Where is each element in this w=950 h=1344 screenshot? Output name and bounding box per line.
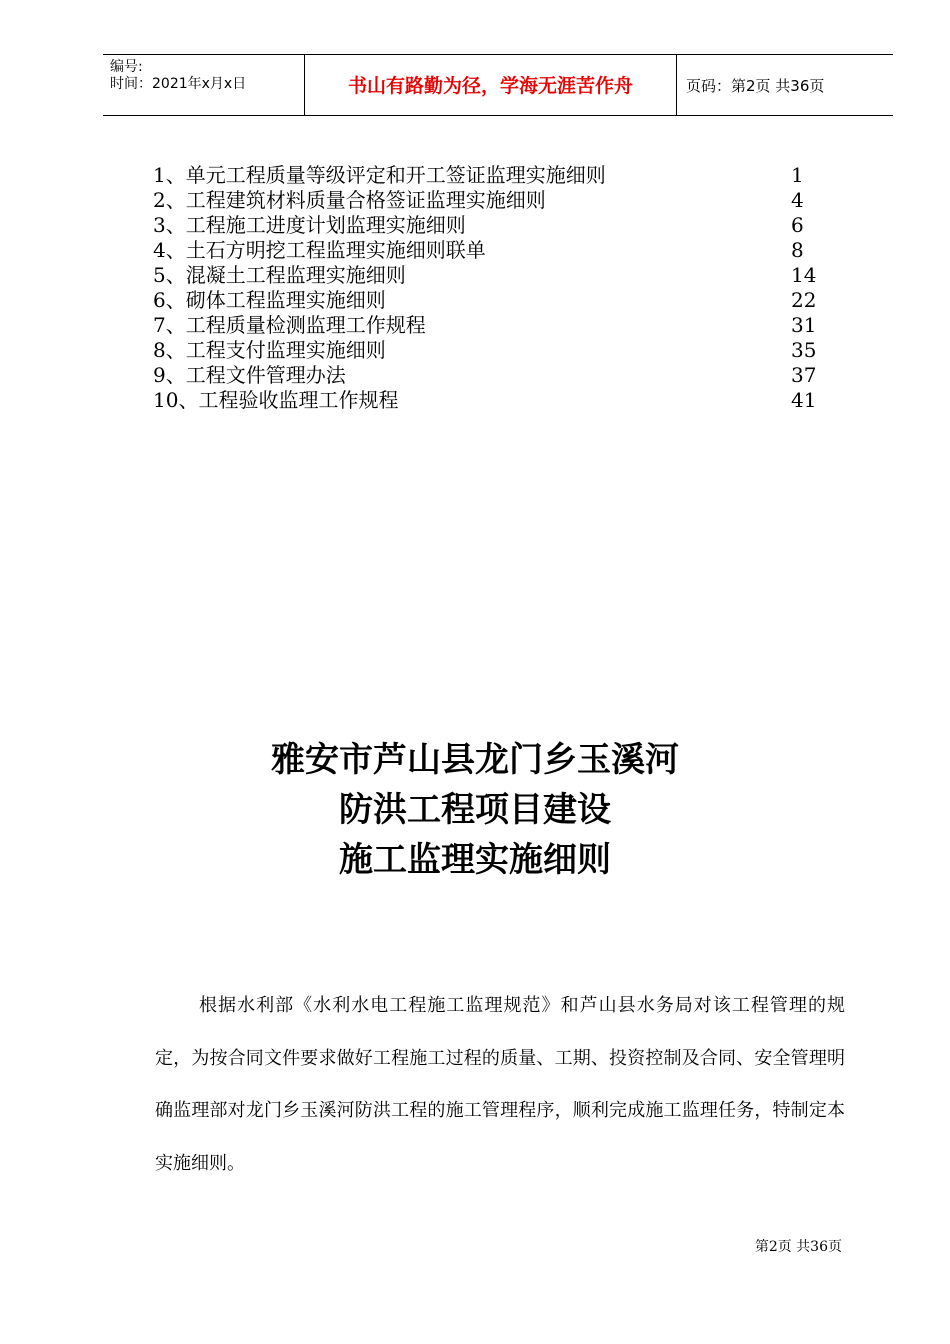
toc-entry[interactable]	[153, 363, 818, 388]
toc-entry[interactable]	[153, 338, 818, 363]
document-title-line-3: 施工监理实施细则	[339, 840, 611, 880]
body-paragraph: 根据水利部《水利水电工程施工监理规范》和芦山县水务局对该工程管理的规定，为按合同文件要求做好工程施工过程的质量、工期、投资控制及合同、安全管理明确监理部对龙门乡玉溪河防洪工程的施工管理程序，顺利完成施工监理任务，特制定本实施细则。	[155, 995, 845, 1174]
toc-entry-label: 4、土石方明挖工程监理实施细则联单	[153, 238, 486, 262]
page-header	[103, 54, 893, 116]
toc-entry[interactable]	[153, 213, 818, 238]
toc-entry-label: 3、工程施工进度计划监理实施细则	[153, 213, 466, 237]
toc-entry-label: 9、工程文件管理办法	[153, 363, 346, 387]
toc-entry-label: 10、工程验收监理工作规程	[153, 388, 399, 412]
toc-entry[interactable]	[153, 163, 818, 188]
toc-entry-page: 4	[791, 188, 804, 212]
toc-entry-page: 22	[791, 288, 817, 312]
toc-entry-label: 2、工程建筑材料质量合格签证监理实施细则	[153, 188, 546, 212]
toc-entry-page: 35	[791, 338, 817, 362]
document-title-line-2: 防洪工程项目建设	[339, 790, 611, 830]
toc-entry[interactable]	[153, 388, 818, 413]
header-divider	[676, 55, 677, 115]
toc-entry-label: 8、工程支付监理实施细则	[153, 338, 386, 362]
toc-entry[interactable]	[153, 288, 818, 313]
toc-entry-label: 5、混凝土工程监理实施细则	[153, 263, 406, 287]
toc-entry-label: 1、单元工程质量等级评定和开工签证监理实施细则	[153, 163, 606, 187]
toc-entry-page: 37	[791, 363, 817, 387]
toc-entry-page: 41	[791, 388, 817, 412]
toc-entry-label: 7、工程质量检测监理工作规程	[153, 313, 426, 337]
toc-entry[interactable]	[153, 238, 818, 263]
toc-entry[interactable]	[153, 188, 818, 213]
document-title	[0, 735, 950, 885]
toc-entry[interactable]	[153, 263, 818, 288]
toc-entry[interactable]	[153, 313, 818, 338]
toc-entry-page: 14	[791, 263, 817, 287]
toc-entry-page: 6	[791, 213, 804, 237]
page-footer: 第2页 共36页	[754, 1239, 842, 1255]
toc-entry-page: 1	[791, 163, 804, 187]
header-time-label: 时间：2021年x月x日	[110, 76, 247, 92]
toc-entry-page: 31	[791, 313, 817, 337]
header-number-label: 编号:	[110, 59, 143, 75]
table-of-contents	[153, 163, 818, 413]
document-title-line-1: 雅安市芦山县龙门乡玉溪河	[271, 740, 679, 780]
header-motto: 书山有路勤为径，学海无涯苦作舟	[347, 75, 633, 97]
header-meta	[110, 59, 246, 93]
header-page-info: 页码：第2页 共36页	[686, 77, 825, 95]
toc-entry-page: 8	[791, 238, 804, 262]
toc-entry-label: 6、砌体工程监理实施细则	[153, 288, 386, 312]
